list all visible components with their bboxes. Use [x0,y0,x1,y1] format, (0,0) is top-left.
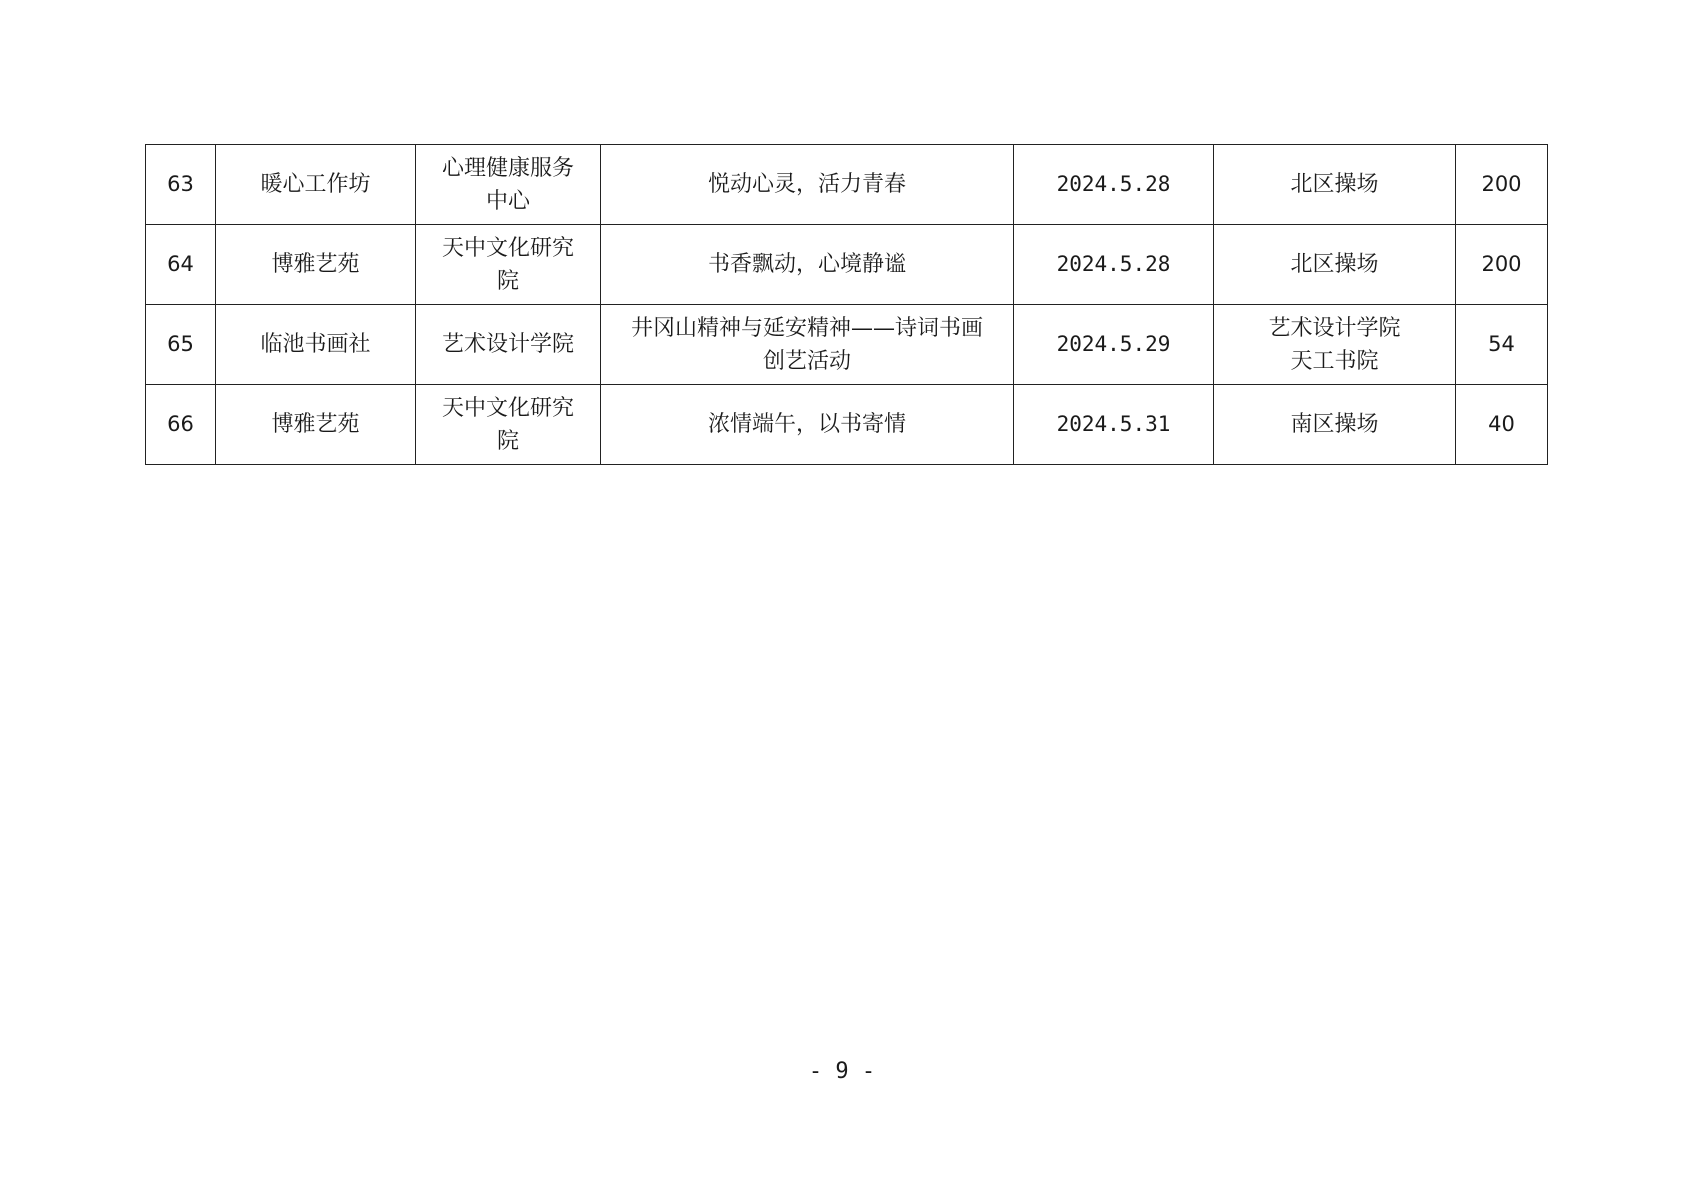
activity-venue: 北区操场 [1214,145,1456,225]
table-row [146,225,1548,305]
organizing-unit: 心理健康服务 中心 [416,145,601,225]
club-name: 暖心工作坊 [216,145,416,225]
organizing-unit: 艺术设计学院 [416,305,601,385]
participant-count: 200 [1456,225,1548,305]
activity-title: 浓情端午，以书寄情 [601,385,1014,465]
activity-date: 2024.5.28 [1014,225,1214,305]
row-number: 63 [146,145,216,225]
activity-date: 2024.5.29 [1014,305,1214,385]
activity-venue: 艺术设计学院 天工书院 [1214,305,1456,385]
activity-table [145,144,1548,465]
club-name: 博雅艺苑 [216,225,416,305]
activity-title: 悦动心灵，活力青春 [601,145,1014,225]
row-number: 65 [146,305,216,385]
activity-date: 2024.5.28 [1014,145,1214,225]
page-number: - 9 - [808,1059,876,1084]
participant-count: 200 [1456,145,1548,225]
row-number: 64 [146,225,216,305]
table-row [146,305,1548,385]
participant-count: 54 [1456,305,1548,385]
table-row [146,385,1548,465]
activity-date: 2024.5.31 [1014,385,1214,465]
activity-venue: 南区操场 [1214,385,1456,465]
row-number: 66 [146,385,216,465]
organizing-unit: 天中文化研究 院 [416,225,601,305]
club-name: 博雅艺苑 [216,385,416,465]
activity-venue: 北区操场 [1214,225,1456,305]
activity-title: 井冈山精神与延安精神——诗词书画 创艺活动 [601,305,1014,385]
table-row [146,145,1548,225]
club-name: 临池书画社 [216,305,416,385]
organizing-unit: 天中文化研究 院 [416,385,601,465]
activity-title: 书香飘动，心境静谧 [601,225,1014,305]
participant-count: 40 [1456,385,1548,465]
